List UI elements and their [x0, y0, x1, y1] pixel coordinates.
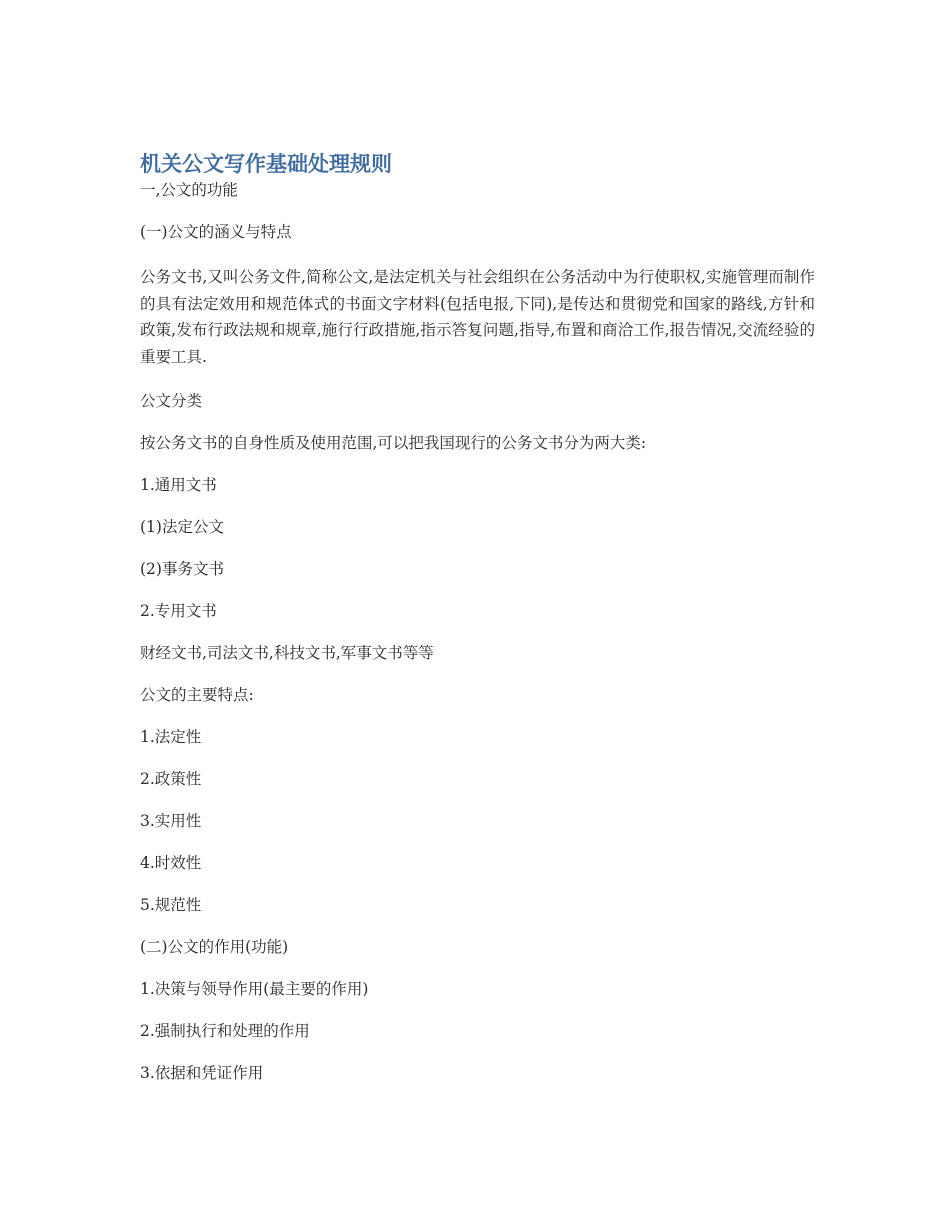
section-heading: 一,公文的功能 — [140, 181, 238, 199]
list-item: (1)法定公文 — [140, 518, 224, 536]
document-body — [140, 150, 815, 1105]
list-item: 2.专用文书 — [140, 602, 217, 620]
list-item: 1.通用文书 — [140, 476, 217, 494]
list-item: (2)事务文书 — [140, 560, 224, 578]
body-paragraph: 公务文书,又叫公务文件,简称公文,是法定机关与社会组织在公务活动中为行使职权,实施管理而制作的具有法定效用和规范体式的书面文字材料(包括电报,下同),是传达和贯彻党和国家的路线,方针和政策,发布行政法规和规章,施行行政措施,指示答复问题,指导,布置和商洽工作,报告情况,交流经验的重要工具. — [140, 268, 815, 366]
list-item: 1.决策与领导作用(最主要的作用) — [140, 980, 369, 998]
body-paragraph: 按公务文书的自身性质及使用范围,可以把我国现行的公务文书分为两大类: — [140, 434, 647, 452]
body-paragraph: 财经文书,司法文书,科技文书,军事文书等等 — [140, 644, 434, 662]
list-item: 5.规范性 — [140, 896, 202, 914]
list-item: 4.时效性 — [140, 854, 202, 872]
subsection-heading: (一)公文的涵义与特点 — [140, 223, 292, 241]
list-item: 1.法定性 — [140, 728, 202, 746]
paragraph-heading: 公文分类 — [140, 392, 203, 410]
list-item: 3.实用性 — [140, 812, 202, 830]
subsection-heading: (二)公文的作用(功能) — [140, 938, 289, 956]
list-item: 3.依据和凭证作用 — [140, 1064, 264, 1082]
document-title: 机关公文写作基础处理规则 — [140, 152, 392, 176]
list-item: 2.政策性 — [140, 770, 202, 788]
paragraph-heading: 公文的主要特点: — [140, 686, 254, 704]
list-item: 2.强制执行和处理的作用 — [140, 1022, 310, 1040]
